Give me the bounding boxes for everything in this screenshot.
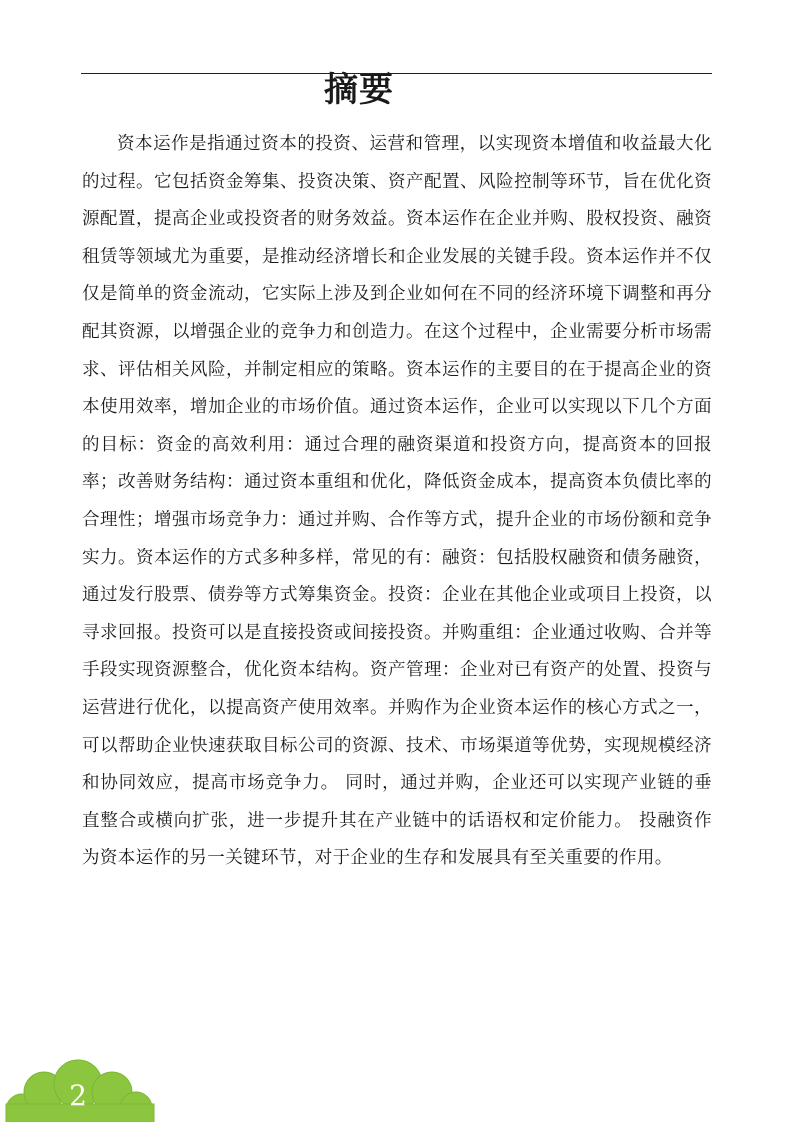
- page-title: 摘要: [324, 70, 394, 110]
- abstract-body: 资本运作是指通过资本的投资、运营和管理，以实现资本增值和收益最大化的过程。它包括资金筹集、投资决策、资产配置、风险控制等环节，旨在优化资源配置，提高企业或投资者的财务效益。资本运作在企业并购、股权投资、融资租赁等领域尤为重要，是推动经济增长和企业发展的关键手段。资本运作并不仅仅是简单的资金流动，它实际上涉及到企业如何在不同的经济环境下调整和再分配其资源，以增强企业的竞争力和创造力。在这个过程中，企业需要分析市场需求、评估相关风险，并制定相应的策略。资本运作的主要目的在于提高企业的资本使用效率，增加企业的市场价值。通过资本运作，企业可以实现以下几个方面的目标：资金的高效利用：通过合理的融资渠道和投资方向，提高资本的回报率；改善财务结构：通过资本重组和优化，降低资金成本，提高资本负债比率的合理性；增强市场竞争力：通过并购、合作等方式，提升企业的市场份额和竞争实力。资本运作的方式多种多样，常见的有：融资：包括股权融资和债务融资，通过发行股票、债券等方式筹集资金。投资：企业在其他企业或项目上投资，以寻求回报。投资可以是直接投资或间接投资。并购重组：企业通过收购、合并等手段实现资源整合，优化资本结构。资产管理：企业对已有资产的处置、投资与运营进行优化，以提高资产使用效率。并购作为企业资本运作的核心方式之一，可以帮助企业快速获取目标公司的资源、技术、市场渠道等优势，实现规模经济和协同效应，提高市场竞争力。 同时，通过并购，企业还可以实现产业链的垂直整合或横向扩张，进一步提升其在产业链中的话语权和定价能力。 投融资作为资本运作的另一关键环节，对于企业的生存和发展具有至关重要的作用。: [82, 134, 712, 869]
- page-number: 2: [69, 1079, 87, 1112]
